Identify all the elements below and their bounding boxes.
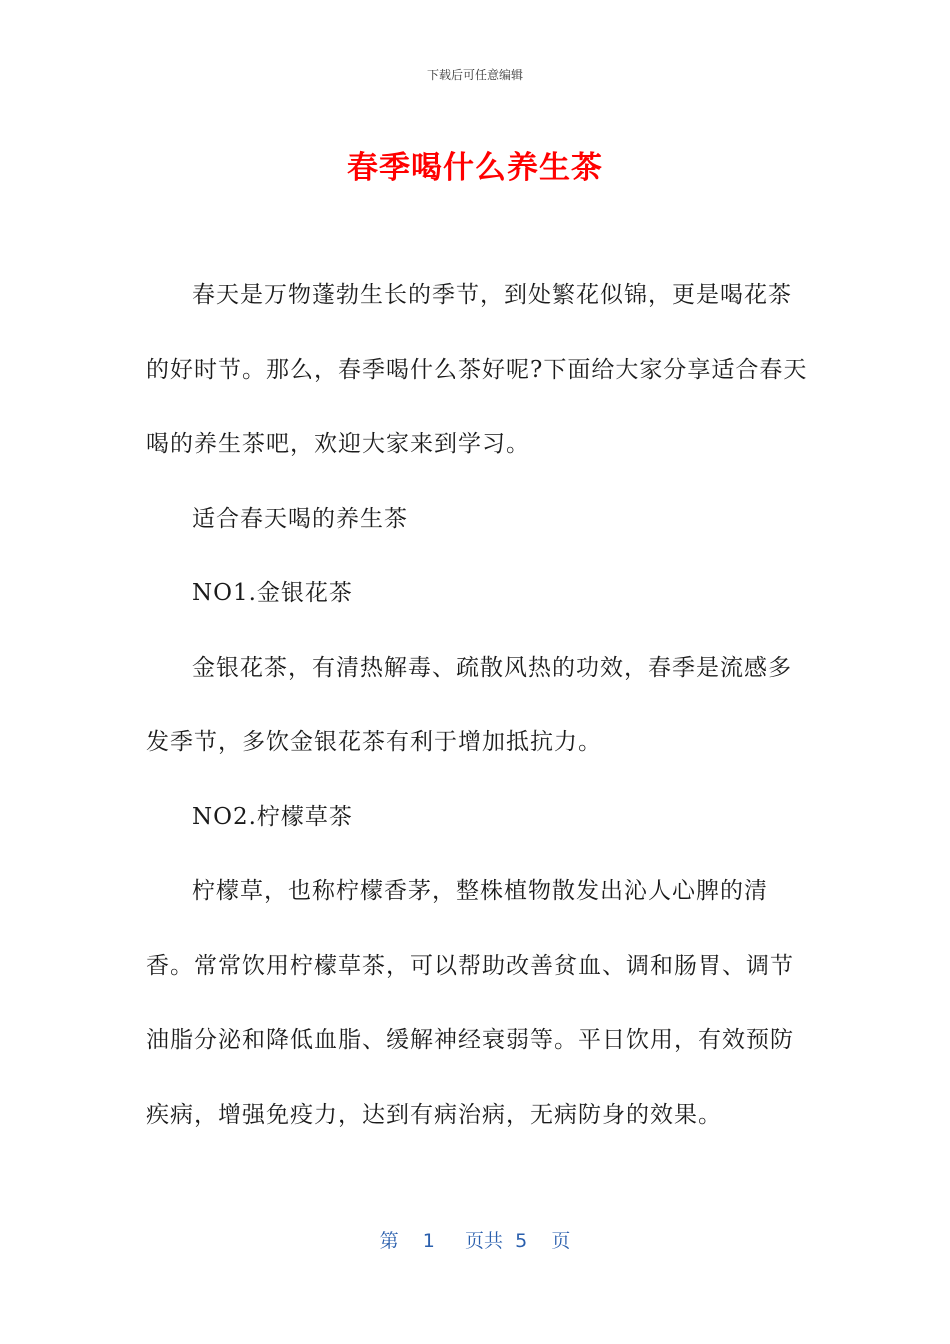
paragraph-item-1: 金银花茶，有清热解毒、疏散风热的功效，春季是流感多发季节，多饮金银花茶有利于增加抵抗力。 <box>146 654 792 755</box>
footer-page-suffix: 页 <box>551 1230 571 1252</box>
footer-total-pages: 5 <box>515 1230 528 1252</box>
paragraph-item-2: 柠檬草，也称柠檬香茅，整株植物散发出沁人心脾的清香。常常饮用柠檬草茶，可以帮助改善贫血、调和肠胃、调节油脂分泌和降低血脂、缓解神经衰弱等。平日饮用，有效预防疾病，增强免疫力，达到有病治病，无病防身的效果。 <box>146 878 794 1128</box>
header-note: 下载后可任意编辑 <box>426 68 523 82</box>
document-body <box>146 258 810 1152</box>
footer-page-middle: 页共 <box>465 1230 504 1252</box>
document-title: 春季喝什么养生茶 <box>347 150 603 186</box>
page-footer <box>0 1226 950 1253</box>
item-heading-2: NO2.柠檬草茶 <box>192 803 353 830</box>
paragraph-intro: 春天是万物蓬勃生长的季节，到处繁花似锦，更是喝花茶的好时节。那么，春季喝什么茶好呢?下面给大家分享适合春天喝的养生茶吧，欢迎大家来到学习。 <box>146 282 808 457</box>
footer-current-page: 1 <box>422 1230 435 1252</box>
section-heading: 适合春天喝的养生茶 <box>192 505 408 532</box>
footer-page-prefix: 第 <box>379 1230 399 1252</box>
item-heading-1: NO1.金银花茶 <box>192 580 353 606</box>
